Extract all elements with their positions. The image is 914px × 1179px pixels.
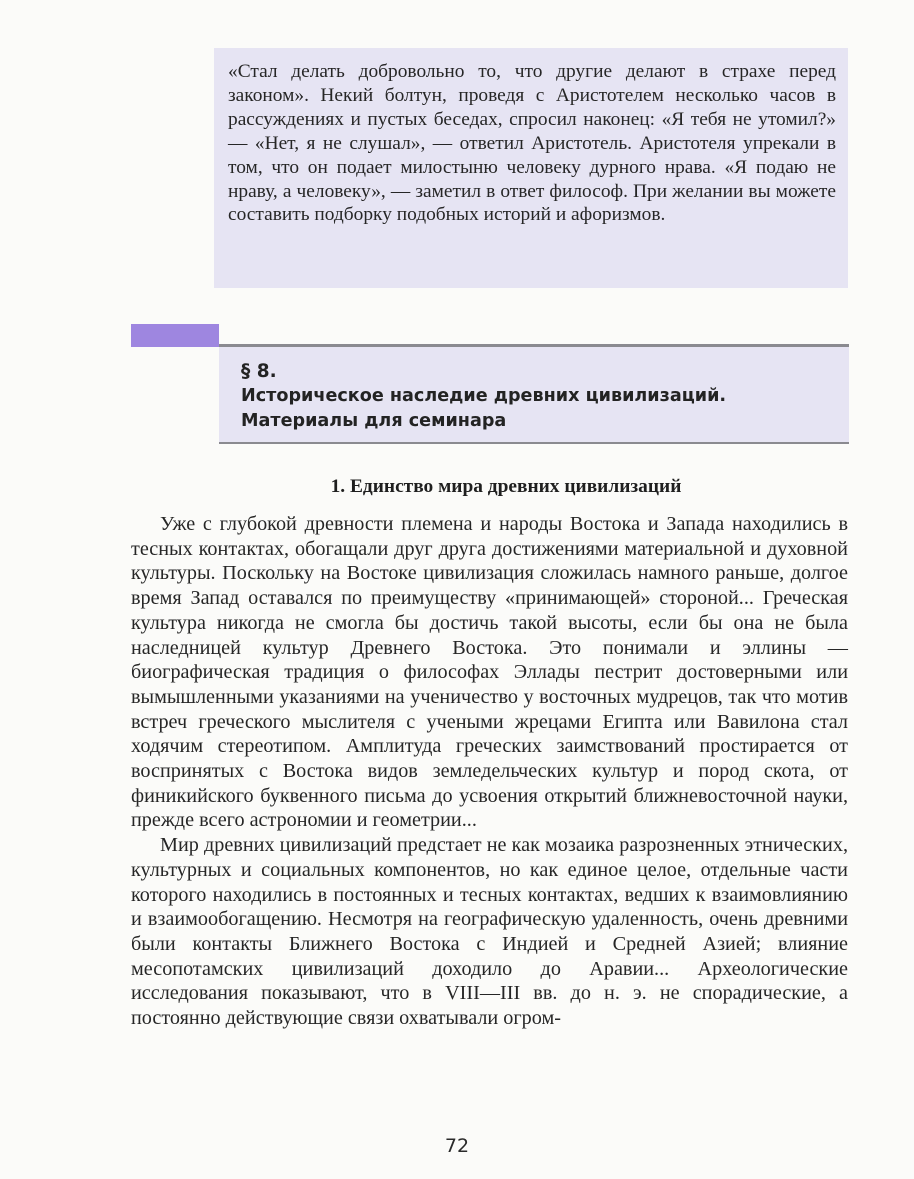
- quote-text: «Стал делать добровольно то, что другие делают в страхе перед законом». Некий болтун, проведя с Аристотелем несколько часов в рассуждениях и пустых беседах, спросил наконец: «Я тебя не утомил?» — «Нет, я не слушал», — ответил Аристотель. Аристотеля упрекали в том, что он подает милостыню человеку дурного нрава. «Я подаю не нраву, а человеку», — заметил в ответ философ. При желании вы можете составить подборку подобных историй и афоризмов.: [228, 61, 836, 226]
- paragraph-number: § 8.: [241, 361, 277, 382]
- body-text: [131, 512, 848, 1031]
- section-title: 1. Единство мира древних цивилизаций: [330, 476, 682, 497]
- quote-box: [214, 48, 848, 288]
- page-number: 72: [444, 1135, 470, 1157]
- body-paragraph-1: Уже с глубокой древности племена и народы Востока и Запада находились в тесных контактах, обогащали друг друга достижениями материальной и духовной культуры. Поскольку на Востоке цивилизация сложилась намного раньше, долгое время Запад оставался по преимуществу «принимающей» стороной... Греческая культура никогда не смогла бы достичь такой высоты, если бы она не была наследницей культур Древнего Востока. Это понимали и эллины — биографическая традиция о философах Эллады пестрит достоверными или вымышленными указаниями на ученичество у восточных мудрецов, так что мотив встреч греческого мыслителя с учеными жрецами Египта или Вавилона стал ходячим стереотипом. Амплитуда греческих заимствований простирается от воспринятых с Востока видов земледельческих культур и пород скота, от финикийского буквенного письма до усвоения открытий ближневосточной науки, прежде всего астрономии и геометрии...: [131, 513, 848, 832]
- paragraph-title-line2: Материалы для семинара: [241, 411, 507, 431]
- paragraph-heading: [219, 344, 849, 444]
- body-paragraph-2: Мир древних цивилизаций предстает не как мозаика разрозненных этнических, культурных и социальных компонентов, но как единое целое, отдельные части которого находились в постоянных и тесных контактах, ведших к взаимовлиянию и взаимообогащению. Несмотря на географическую удаленность, очень древними были контакты Ближнего Востока с Индией и Средней Азией; влияние месопотамских цивилизаций доходило до Аравии... Археологические исследования показывают, что в VIII—III вв. до н. э. не спорадические, а постоянно действующие связи охватывали огром-: [131, 834, 848, 1030]
- accent-tab: [131, 324, 219, 347]
- paragraph-title-line1: Историческое наследие древних цивилизаций.: [241, 386, 727, 406]
